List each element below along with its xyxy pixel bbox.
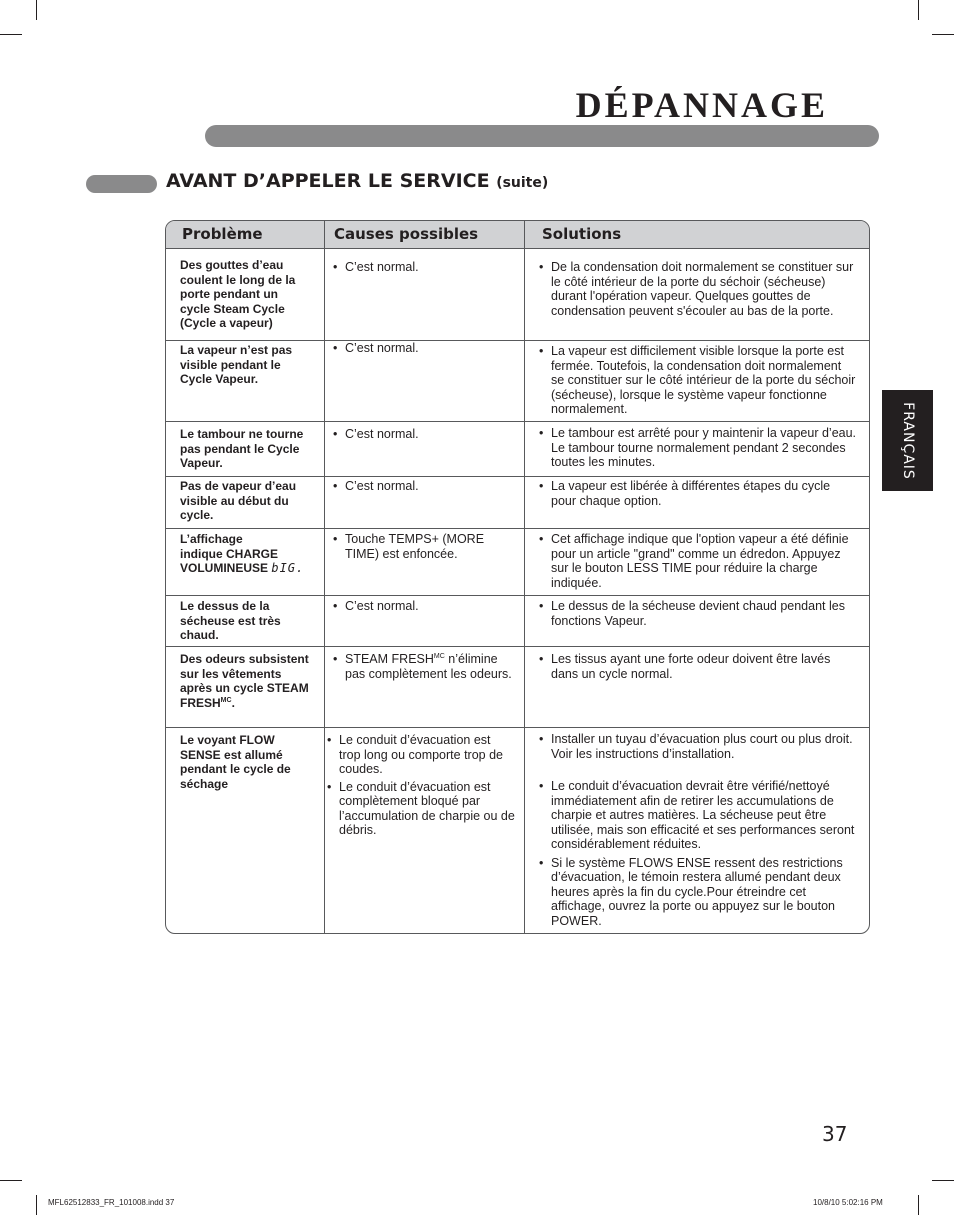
footer-file: MFL62512833_FR_101008.indd 37: [48, 1198, 175, 1207]
solution-item: • Cet affichage indique que l'option vapeur a été définie pour un article "grand" comme un édredon. Appuyez sur le bouton LESS TIME pour réduire la charge indiquée.: [537, 532, 857, 590]
table-row-problem: Le voyant FLOW SENSE est allumé pendant le cycle de séchage: [180, 733, 291, 791]
troubleshooting-table: [165, 220, 870, 934]
solution-item: • La vapeur est libérée à différentes étapes du cycle pour chaque option.: [537, 479, 857, 508]
problem-end: .: [231, 695, 235, 710]
solution-item: • La vapeur est difficilement visible lorsque la porte est fermée. Toutefois, la condensation doit normalement se constituer sur le côté intérieur de la porte du séchoir (sécheuse), lorsque le système vapeur fonctionne normalement.: [537, 344, 857, 417]
cause-prefix: STEAM FRESH: [345, 652, 434, 666]
header-problem: Problème: [182, 225, 263, 243]
section-heading-text: AVANT D’APPELER LE SERVICE: [166, 170, 490, 192]
problem-line: indique CHARGE: [180, 546, 278, 561]
row-divider: [166, 476, 869, 477]
table-row-problem: Le dessus de la sécheuse est très chaud.: [180, 599, 281, 642]
table-row-cause: [331, 532, 521, 561]
table-row-solution: [537, 532, 857, 590]
table-row-problem: La vapeur n’est pas visible pendant le Cycle Vapeur.: [180, 343, 293, 386]
table-row-solution: [537, 260, 857, 318]
language-tab-label: FRANÇAIS: [899, 401, 916, 480]
solution-item: • Le conduit d’évacuation devrait être vérifié/nettoyé immédiatement afin de retirer les accumulations de charpie et autres matières. La sécheuse peut être utilisée, mais son efficacité et ses performances seront considérablement réduites.: [537, 779, 857, 852]
table-row-problem: Des gouttes d’eau coulent le long de la porte pendant un cycle Steam Cycle (Cycle a vapeur): [180, 258, 296, 330]
problem-text: Des odeurs subsistent sur les vêtements après un cycle STEAM FRESH: [180, 652, 309, 710]
solution-item: • Le tambour est arrêté pour y maintenir la vapeur d’eau. Le tambour tourne normalement pendant 2 secondes toutes les minutes.: [537, 426, 857, 470]
footer-date: 10/8/10 5:02:16 PM: [813, 1198, 883, 1207]
section-heading: [166, 170, 548, 192]
table-row-cause: [325, 733, 515, 838]
table-row-cause: [331, 341, 521, 356]
solution-item: • Installer un tuyau d’évacuation plus court ou plus droit. Voir les instructions d’installation.: [537, 732, 857, 761]
row-divider: [166, 528, 869, 529]
title-bar: [205, 125, 879, 147]
section-pill: [86, 175, 157, 193]
cause-item: • C’est normal.: [331, 599, 521, 614]
crop-mark: [0, 1180, 22, 1181]
solution-item: • De la condensation doit normalement se constituer sur le côté intérieur de la porte du séchoir (sécheuse) durant l'opération vapeur. Quelques gouttes de condensation peuvent s'écouler au bas de la porte.: [537, 260, 857, 318]
table-header: [166, 221, 869, 249]
crop-mark: [932, 34, 954, 35]
table-row-cause: [331, 427, 521, 442]
table-row-problem: [180, 652, 310, 710]
crop-mark: [36, 1195, 37, 1215]
table-row-solution: [537, 599, 857, 628]
cause-item: [331, 652, 521, 681]
table-row-solution: [537, 479, 857, 508]
problem-line: L’affichage: [180, 532, 243, 546]
header-causes: Causes possibles: [334, 225, 479, 243]
crop-mark: [918, 1195, 919, 1215]
table-row-cause: [331, 652, 521, 681]
language-tab: [882, 390, 933, 491]
table-row-cause: [331, 599, 521, 614]
problem-line: VOLUMINEUSE: [180, 561, 269, 575]
row-divider: [166, 646, 869, 647]
column-divider: [524, 221, 525, 933]
table-row-problem: Le tambour ne tourne pas pendant le Cycle Vapeur.: [180, 427, 304, 470]
table-row-solution: [537, 732, 857, 928]
table-row-problem: Pas de vapeur d’eau visible au début du cycle.: [180, 479, 297, 522]
table-row-cause: [331, 479, 521, 494]
crop-mark: [918, 0, 919, 20]
crop-mark: [932, 1180, 954, 1181]
cause-item: • Le conduit d’évacuation est trop long ou comporte trop de coudes.: [325, 733, 515, 777]
crop-mark: [36, 0, 37, 20]
page-title: DÉPANNAGE: [575, 85, 828, 125]
cause-item: • C’est normal.: [331, 260, 521, 275]
solution-item: • Si le système FLOWS ENSE ressent des restrictions d’évacuation, le témoin restera allumé pendant deux heures après la fin du cycle.Pour étreindre cet affichage, ouvrez la porte ou appuyez sur le bouton POWER.: [537, 856, 857, 929]
table-row-solution: [537, 344, 857, 417]
page-number: 37: [822, 1122, 848, 1146]
trademark-sup: MC: [220, 696, 232, 704]
cause-item: • Le conduit d’évacuation est complètement bloqué par l’accumulation de charpie ou de débris.: [325, 780, 515, 838]
row-divider: [166, 727, 869, 728]
row-divider: [166, 421, 869, 422]
crop-mark: [0, 34, 22, 35]
table-row-problem: [180, 532, 310, 576]
solution-item: • Le dessus de la sécheuse devient chaud pendant les fonctions Vapeur.: [537, 599, 857, 628]
trademark-sup: MC: [433, 652, 445, 660]
section-heading-suffix: (suite): [496, 175, 549, 191]
header-solutions: Solutions: [542, 225, 622, 243]
cause-item: • C’est normal.: [331, 479, 521, 494]
table-row-solution: [537, 426, 857, 470]
row-divider: [166, 595, 869, 596]
table-row-cause: [331, 260, 521, 275]
solution-item: • Les tissus ayant une forte odeur doivent être lavés dans un cycle normal.: [537, 652, 857, 681]
cause-item: • C’est normal.: [331, 341, 521, 356]
cause-rest: n’élimine pas complètement les odeurs.: [345, 652, 512, 681]
table-row-solution: [537, 652, 857, 681]
display-readout: bIG.: [271, 561, 305, 575]
cause-item: • C’est normal.: [331, 427, 521, 442]
cause-item: • Touche TEMPS+ (MORE TIME) est enfoncée.: [331, 532, 521, 561]
